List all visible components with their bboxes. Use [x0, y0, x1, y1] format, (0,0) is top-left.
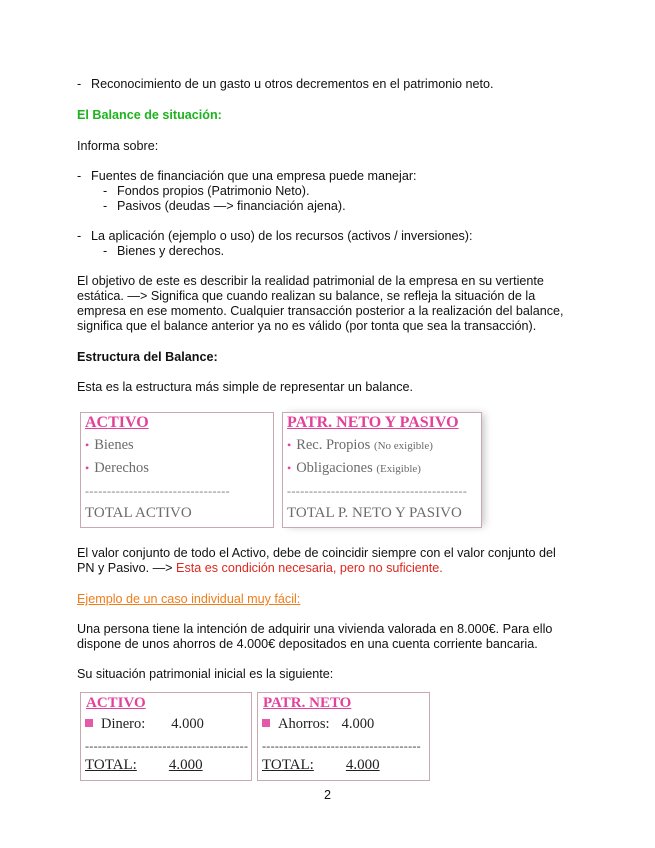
pn-item-obligaciones: • Obligaciones (Exigible): [287, 460, 421, 476]
separator-line: --------------------------------------: [85, 739, 249, 753]
separator-line: -------------------------------------: [262, 739, 421, 753]
square-bullet-icon: [262, 719, 270, 727]
list-item-text: Fondos propios (Patrimonio Neto).: [117, 184, 310, 198]
paragraph-line: dispone de unos ahorros de 4.000€ depositados en una cuenta corriente bancaria.: [77, 637, 538, 651]
separator-line: ---------------------------------: [85, 484, 231, 498]
square-bullet-icon: [85, 719, 93, 727]
example-pn-box: [257, 692, 430, 781]
paragraph-line: PN y Pasivo. —> Esta es condición necesaria, pero no suficiente.: [77, 561, 443, 575]
paragraph-line: empresa en ese momento. Cualquier transacción posterior a la realización del balance,: [77, 304, 564, 318]
activo-header: ACTIVO: [85, 414, 149, 431]
dash-icon: -: [77, 229, 82, 243]
dash-icon: -: [103, 184, 108, 198]
dash-icon: -: [103, 199, 108, 213]
dash-icon: -: [77, 77, 82, 91]
pn-item-rec-propios: • Rec. Propios (No exigible): [287, 437, 433, 453]
bullet-icon: •: [85, 438, 90, 452]
activo-item-derechos: • Derechos: [85, 460, 149, 476]
sub-list-item: [103, 184, 310, 199]
list-item-text: La aplicación (ejemplo o uso) de los recursos (activos / inversiones):: [91, 229, 473, 243]
paragraph-line: El objetivo de este es describir la realidad patrimonial de la empresa en su vertiente: [77, 274, 544, 288]
list-item-text: Pasivos (deudas —> financiación ajena).: [117, 199, 346, 213]
example-activo-box: [80, 692, 252, 781]
list-item: [77, 169, 417, 184]
activo-item-dinero: Dinero: 4.000: [85, 716, 204, 733]
balance-pn-box: [282, 412, 482, 528]
total-pn: TOTAL P. NETO Y PASIVO: [287, 505, 462, 521]
sub-list-item: [103, 199, 346, 214]
pn-item-ahorros: Ahorros: 4.000: [262, 716, 374, 733]
bullet-icon: •: [85, 461, 90, 475]
example-heading: Ejemplo de un caso individual muy fácil:: [77, 592, 301, 606]
list-item: [77, 229, 472, 244]
pn-header: PATR. NETO: [263, 695, 352, 711]
list-item-text: Reconocimiento de un gasto u otros decrementos en el patrimonio neto.: [91, 77, 494, 91]
section-heading-balance: El Balance de situación:: [77, 108, 222, 122]
dash-icon: -: [77, 169, 82, 183]
list-item: [77, 77, 494, 92]
paragraph-line: El valor conjunto de todo el Activo, debe de coincidir siempre con el valor conjunto del: [77, 546, 556, 560]
page-number: 2: [323, 788, 331, 802]
separator-line: -----------------------------------------: [287, 484, 468, 498]
pn-header: PATR. NETO Y PASIVO: [287, 414, 459, 431]
red-note: Esta es condición necesaria, pero no suficiente.: [176, 561, 443, 575]
paragraph-situacion: Su situación patrimonial inicial es la siguiente:: [77, 667, 334, 681]
paragraph-line: estática. —> Significa que cuando realizan su balance, se refleja la situación de la: [77, 289, 536, 303]
list-item-text: Bienes y derechos.: [117, 244, 225, 258]
sub-list-item: [103, 244, 224, 259]
dash-icon: -: [103, 244, 108, 258]
paragraph-line: significa que el balance anterior ya no es válido (por tonta que sea la transacción).: [77, 319, 537, 333]
total-activo: TOTAL: 4.000: [85, 757, 203, 773]
total-activo: TOTAL ACTIVO: [85, 505, 192, 521]
list-item-text: Fuentes de financiación que una empresa puede manejar:: [91, 169, 417, 183]
paragraph-line: Una persona tiene la intención de adquirir una vivienda valorada en 8.000€. Para ello: [77, 622, 553, 636]
paragraph-estructura: Esta es la estructura más simple de representar un balance.: [77, 380, 414, 394]
total-pn: TOTAL: 4.000: [262, 757, 380, 773]
bullet-icon: •: [287, 438, 292, 452]
balance-activo-box: [80, 412, 274, 528]
bullet-icon: •: [287, 461, 292, 475]
section-heading-estructura: Estructura del Balance:: [77, 350, 218, 364]
activo-item-bienes: • Bienes: [85, 437, 134, 453]
activo-header: ACTIVO: [86, 695, 146, 711]
paragraph-informa: Informa sobre:: [77, 139, 159, 153]
